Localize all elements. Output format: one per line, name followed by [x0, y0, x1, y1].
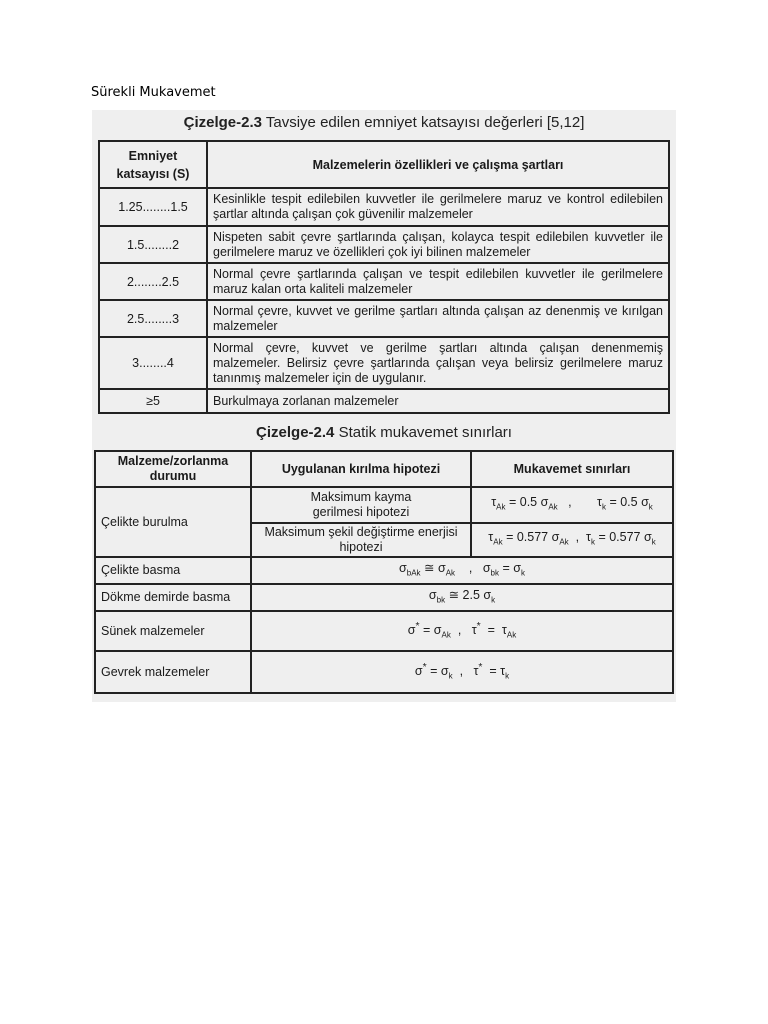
table2-caption	[92, 424, 676, 441]
description-cell: Normal çevre, kuvvet ve gerilme şartları altında çalışan denenmemiş malzemeler. Belirsiz çevre şartlarında çalışan veya belirsiz gerilmelere maruz tanınmış malzemeler için de uygulanır.	[207, 337, 669, 389]
factor-cell: 3........4	[99, 337, 207, 389]
table1-caption	[92, 114, 676, 131]
material-cell: Çelikte burulma	[95, 487, 251, 557]
header-line: Emniyet	[128, 148, 178, 163]
hypothesis-line: hipotezi	[339, 540, 383, 554]
static-strength-table	[94, 450, 674, 694]
table-row	[95, 557, 673, 584]
table-row	[99, 188, 669, 226]
formula-cell: $\sigma_{bk}$ ≅ 2.5 $\sigma_k$	[251, 584, 673, 611]
table-row	[95, 584, 673, 611]
table1-caption-number: Çizelge-2.3	[183, 114, 262, 131]
formula-cell: $\sigma^* = \sigma_{Ak}$ , $\tau^* = \tau_{Ak}$	[251, 611, 673, 651]
table-row	[99, 389, 669, 413]
table-row	[99, 263, 669, 300]
header-line: Malzeme/zorlanma	[117, 454, 229, 468]
scanned-tables-image	[92, 110, 676, 702]
table2-caption-text: Statik mukavemet sınırları	[334, 424, 512, 441]
table-row	[99, 300, 669, 337]
table-header-row	[95, 451, 673, 487]
material-cell: Sünek malzemeler	[95, 611, 251, 651]
description-cell: Nispeten sabit çevre şartlarında çalışan, kolayca tespit edilebilen kuvvetler ile gerilmelere maruz ve özellikleri çok iyi bilinen malzemeler	[207, 226, 669, 263]
description-cell: Normal çevre, kuvvet ve gerilme şartları altında çalışan az denenmiş ve kırılgan malzemeler	[207, 300, 669, 337]
col-safety-factor	[99, 141, 207, 188]
factor-cell: ≥5	[99, 389, 207, 413]
page-header-title: Sürekli Mukavemet	[91, 85, 216, 100]
col-failure-hypothesis: Uygulanan kırılma hipotezi	[251, 451, 471, 487]
material-cell: Çelikte basma	[95, 557, 251, 584]
formula-cell: $\tau_{Ak} = 0.577$ $\sigma_{Ak}$ , $\tau_k = 0.577$ $\sigma_k$	[471, 523, 673, 557]
col-material-loading	[95, 451, 251, 487]
material-cell: Gevrek malzemeler	[95, 651, 251, 693]
safety-factor-table	[98, 140, 670, 414]
factor-cell: 1.25........1.5	[99, 188, 207, 226]
hypothesis-cell	[251, 523, 471, 557]
factor-cell: 2........2.5	[99, 263, 207, 300]
factor-cell: 1.5........2	[99, 226, 207, 263]
table-row	[95, 487, 673, 523]
description-cell: Normal çevre şartlarında çalışan ve tespit edilebilen kuvvetler ile gerilmelere maruz kalan orta kaliteli malzemeler	[207, 263, 669, 300]
table-row	[95, 651, 673, 693]
factor-cell: 2.5........3	[99, 300, 207, 337]
formula-cell: $\sigma_{bAk}$ ≅ $\sigma_{Ak}$ , $\sigma_{bk} = \sigma_k$	[251, 557, 673, 584]
formula-cell: $\sigma^* = \sigma_k$ , $\tau^* = \tau_k$	[251, 651, 673, 693]
material-cell: Dökme demirde basma	[95, 584, 251, 611]
hypothesis-line: gerilmesi hipotezi	[312, 505, 410, 519]
col-strength-limits: Mukavemet sınırları	[471, 451, 673, 487]
col-material-conditions: Malzemelerin özellikleri ve çalışma şartları	[207, 141, 669, 188]
hypothesis-line: Maksimum kayma	[310, 490, 412, 504]
hypothesis-cell	[251, 487, 471, 523]
header-line: durumu	[149, 469, 197, 483]
table-header-row	[99, 141, 669, 188]
description-cell: Burkulmaya zorlanan malzemeler	[207, 389, 669, 413]
formula-cell: $\tau_{Ak} = 0.5$ $\sigma_{Ak}$ , $\tau_k = 0.5$ $\sigma_k$	[471, 487, 673, 523]
table1-caption-text: Tavsiye edilen emniyet katsayısı değerleri [5,12]	[261, 114, 585, 131]
hypothesis-line: Maksimum şekil değiştirme enerjisi	[264, 525, 458, 539]
table-row	[99, 226, 669, 263]
table2-caption-number: Çizelge-2.4	[256, 424, 335, 441]
description-cell: Kesinlikle tespit edilebilen kuvvetler ile gerilmelere maruz ve kontrol edilebilen şartlar altında çalışan çok güvenilir malzemeler	[207, 188, 669, 226]
table-row	[99, 337, 669, 389]
header-line: katsayısı (S)	[116, 166, 190, 181]
table-row	[95, 611, 673, 651]
